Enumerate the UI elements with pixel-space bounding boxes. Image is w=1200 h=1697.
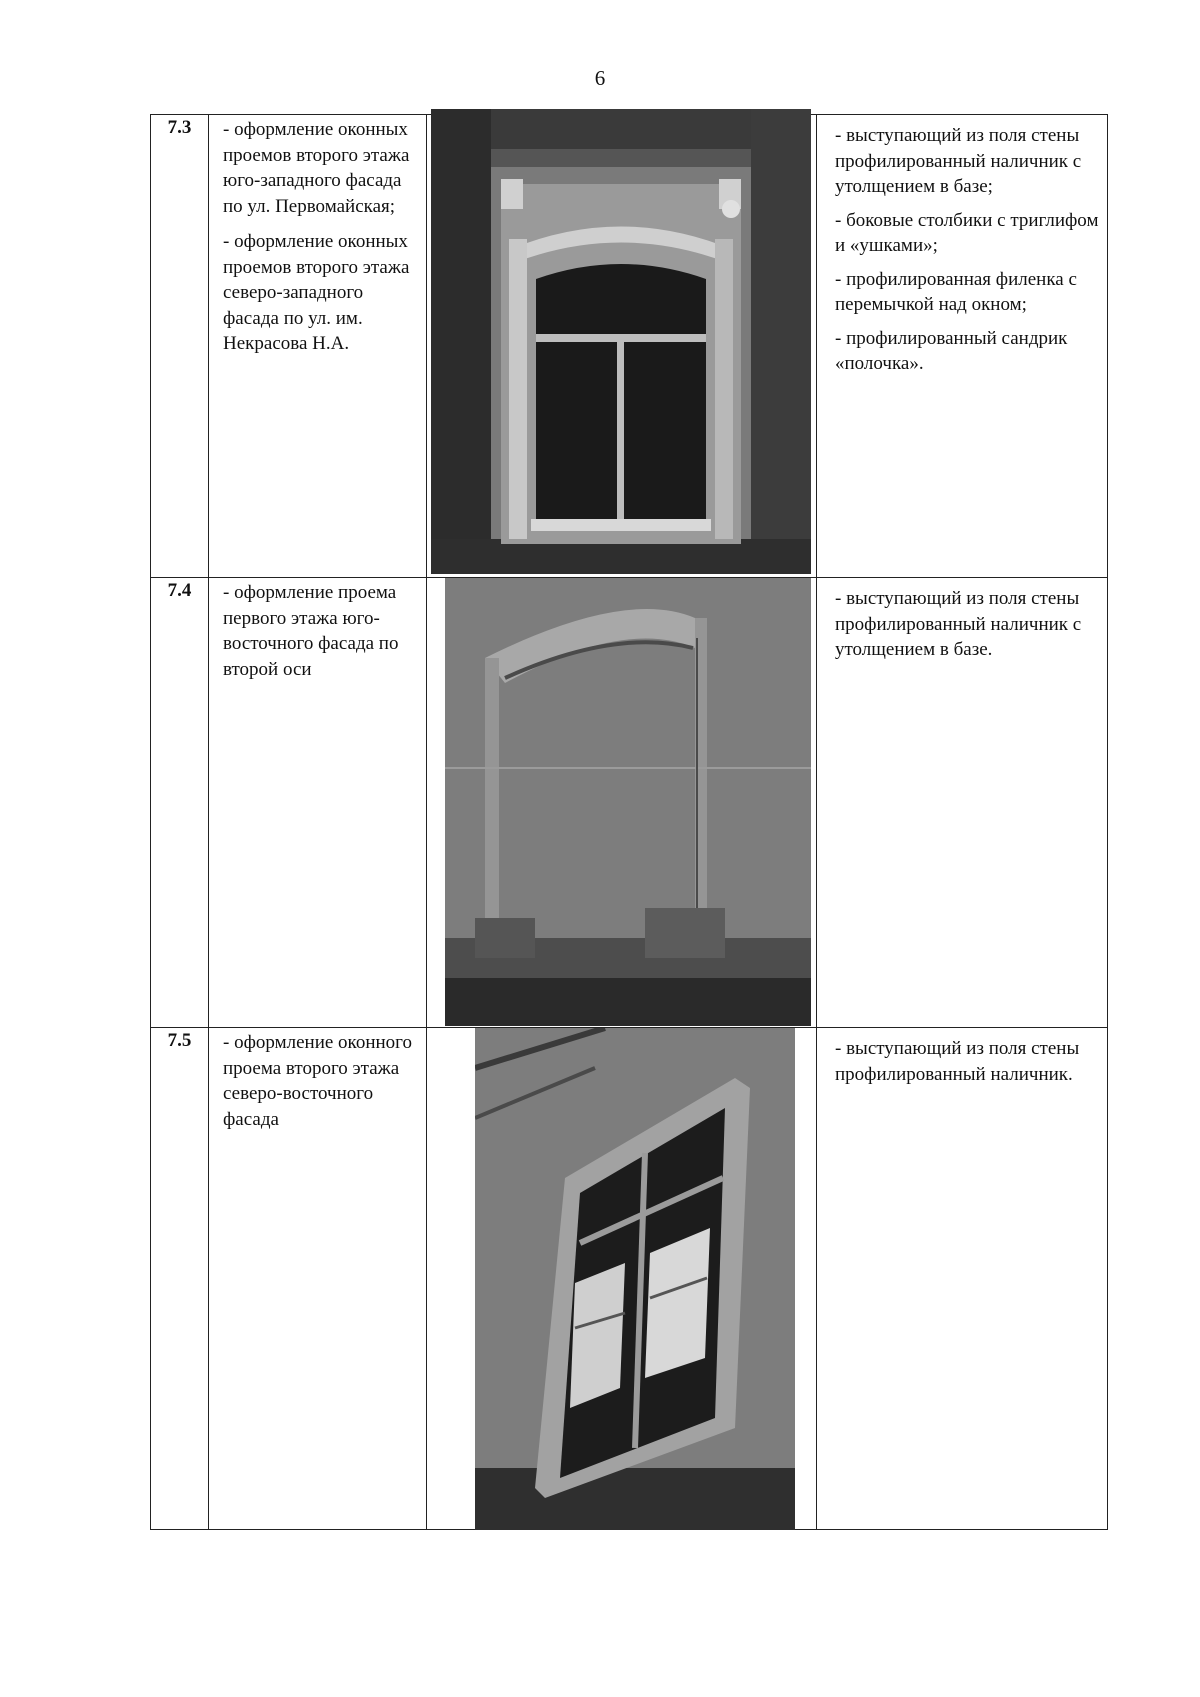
row-number: 7.4: [151, 578, 209, 1028]
features-cell: [817, 578, 1108, 1028]
photo-cell: [427, 1028, 817, 1530]
features-table: [150, 114, 1108, 1530]
window-photo: [431, 109, 811, 574]
element-name: - оформление оконных проемов второго этажа юго-западного фасада по ул. Первомайская;: [223, 119, 410, 217]
element-name: - оформление оконного проема второго этажа северо-восточного фасада: [223, 1032, 412, 1130]
feature-item: - выступающий из поля стены профилированный наличник с утолщением в базе.: [835, 588, 1082, 660]
features-cell: [817, 1028, 1108, 1530]
element-name-cell: [209, 115, 427, 578]
feature-item: - боковые столбики с триглифом и «ушками»;: [835, 209, 1099, 256]
doorway-photo: [445, 578, 811, 1026]
row-number: 7.5: [151, 1028, 209, 1530]
window-photo: [475, 1028, 795, 1530]
table-row: [151, 1028, 1108, 1530]
feature-item: - профилированный сандрик «полочка».: [835, 327, 1068, 374]
feature-item: - профилированная филенка с перемычкой над окном;: [835, 268, 1077, 315]
feature-item: - выступающий из поля стены профилированный наличник.: [835, 1038, 1080, 1085]
feature-item: - выступающий из поля стены профилированный наличник с утолщением в базе;: [835, 125, 1082, 197]
features-cell: [817, 115, 1108, 578]
table-row: [151, 578, 1108, 1028]
row-number: 7.3: [151, 115, 209, 578]
element-name: - оформление оконных проемов второго этажа северо-западного фасада по ул. им. Некрасова Н.А.: [223, 231, 410, 354]
table-row: [151, 115, 1108, 578]
photo-cell: [427, 578, 817, 1028]
element-name: - оформление проема первого этажа юго-восточного фасада по второй оси: [223, 582, 399, 680]
page-number: 6: [594, 66, 606, 90]
element-name-cell: [209, 1028, 427, 1530]
element-name-cell: [209, 578, 427, 1028]
photo-cell: [427, 115, 817, 578]
